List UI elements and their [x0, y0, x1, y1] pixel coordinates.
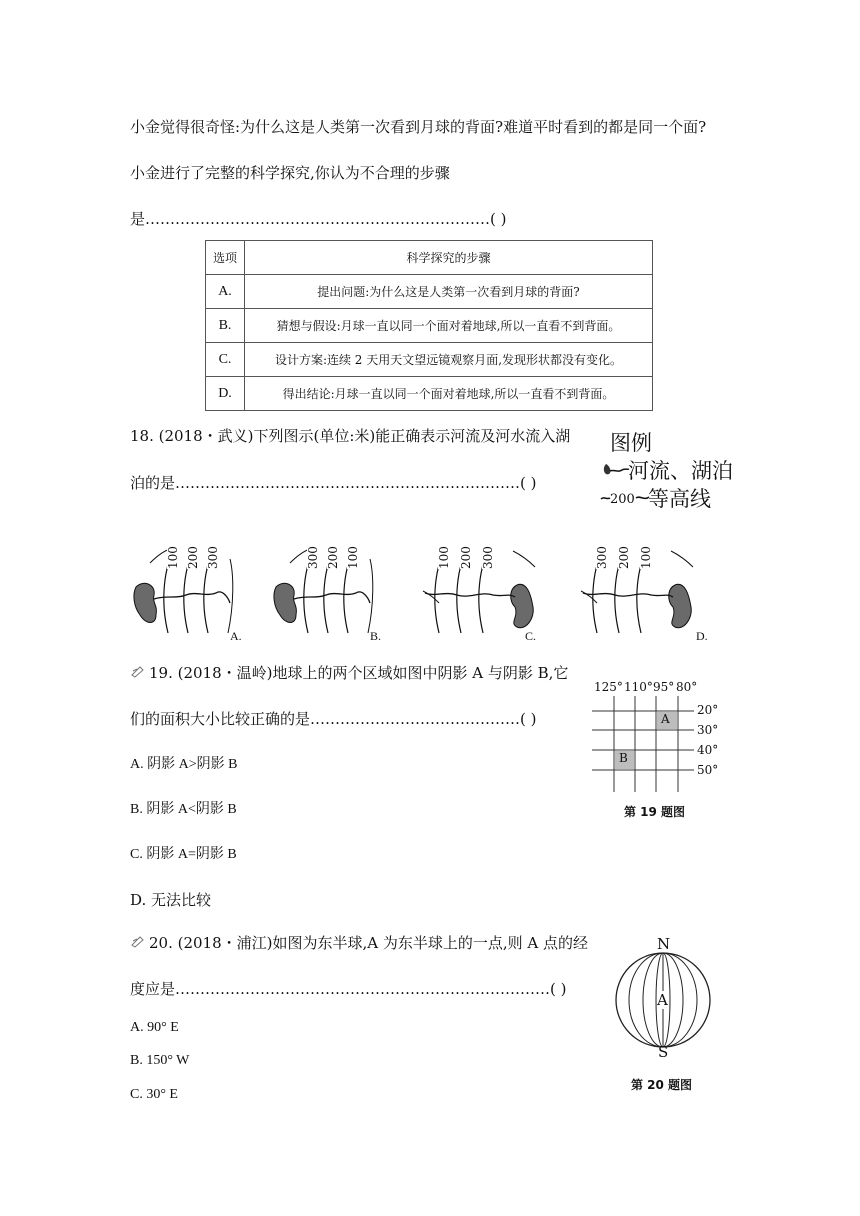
- latitude-label: 30°: [697, 723, 719, 737]
- contour-line: [671, 551, 693, 567]
- legend-title: 图例: [610, 431, 652, 455]
- q18-option-label: B.: [370, 629, 382, 643]
- contour-label: 300: [595, 546, 609, 569]
- q18-option-label: C.: [525, 629, 537, 643]
- q19-figure-caption: 第 19 题图: [624, 805, 686, 819]
- table-row: [206, 275, 653, 309]
- table-row: [206, 343, 653, 377]
- table-cell-option: A.: [206, 275, 245, 309]
- q20-option-a: A. 90° E: [130, 1020, 179, 1035]
- lake-shape: [669, 584, 692, 627]
- table-cell-step: 提出问题:为什么这是人类第一次看到月球的背面?: [245, 275, 653, 309]
- shade-a-label: A: [661, 712, 670, 726]
- longitude-label: 110°: [624, 680, 653, 694]
- q19-option-a: A. 阴影 A>阴影 B: [130, 757, 238, 772]
- pencil-icon: [131, 935, 145, 947]
- longitude-label: 80°: [676, 680, 698, 694]
- q19-line-1: 19. (2018・温岭)地球上的两个区域如图中阴影 A 与阴影 B,它: [149, 664, 569, 682]
- table-cell-option: C.: [206, 343, 245, 377]
- legend-contour-sample: 200: [610, 492, 635, 507]
- river-lake-icon: [600, 460, 630, 482]
- q18-option-diagram: [583, 545, 711, 645]
- contour-line: [513, 551, 535, 567]
- intro-line-3: 是……………………………………………………………( ): [130, 210, 507, 228]
- contour-label: 300: [306, 546, 320, 569]
- river-line: [294, 592, 370, 603]
- point-a-label: A: [657, 991, 668, 1009]
- lake-shape: [134, 583, 156, 622]
- contour-label: 300: [206, 546, 220, 569]
- legend-river-lake: 河流、湖泊: [628, 459, 733, 483]
- intro-line-1: 小金觉得很奇怪:为什么这是人类第一次看到月球的背面?难道平时看到的都是同一个面?: [130, 118, 707, 136]
- contour-label: 100: [437, 546, 451, 569]
- lake-shape: [511, 584, 534, 627]
- table-cell-option: D.: [206, 377, 245, 411]
- table-header-option: 选项: [206, 241, 245, 275]
- table-header-steps: 科学探究的步骤: [245, 241, 653, 275]
- q18-line-1: 18. (2018・武义)下列图示(单位:米)能正确表示河流及河水流入湖: [130, 427, 571, 445]
- q18-option-label: A.: [230, 629, 242, 643]
- contour-label: 300: [481, 546, 495, 569]
- contour-label: 200: [186, 546, 200, 569]
- longitude-label: 95°: [653, 680, 675, 694]
- q18-option-label: D.: [696, 629, 708, 643]
- q20-line-2: 度应是…………………………………………………………………( ): [130, 980, 567, 998]
- lake-shape: [274, 583, 296, 622]
- table-cell-step: 猜想与假设:月球一直以同一个面对着地球,所以一直看不到背面。: [245, 309, 653, 343]
- latitude-label: 40°: [697, 743, 719, 757]
- steps-table: [205, 240, 653, 411]
- table-row: [206, 377, 653, 411]
- q20-option-b: B. 150° W: [130, 1053, 190, 1068]
- river-line: [154, 592, 230, 603]
- q18-option-diagram: [130, 545, 258, 645]
- lat-long-grid: [592, 696, 712, 796]
- q18-line-2: 泊的是……………………………………………………………( ): [130, 474, 537, 492]
- q19-option-b: B. 阴影 A<阴影 B: [130, 802, 237, 817]
- q18-legend: [600, 430, 770, 520]
- intro-line-2: 小金进行了完整的科学探究,你认为不合理的步骤: [130, 164, 450, 182]
- table-cell-option: B.: [206, 309, 245, 343]
- contour-label: 100: [639, 546, 653, 569]
- river-line: [425, 593, 515, 597]
- contour-label: 200: [617, 546, 631, 569]
- q19-option-d: D. 无法比较: [130, 891, 212, 909]
- contour-label: 100: [346, 546, 360, 569]
- latitude-label: 50°: [697, 763, 719, 777]
- south-label: S: [658, 1043, 669, 1061]
- contour-label: 200: [459, 546, 473, 569]
- q19-figure: [592, 678, 732, 823]
- river-line: [583, 593, 673, 597]
- q18-option-diagram: [425, 545, 553, 645]
- table-cell-step: 得出结论:月球一直以同一个面对着地球,所以一直看不到背面。: [245, 377, 653, 411]
- shade-b-label: B: [619, 751, 628, 765]
- q19-option-c: C. 阴影 A=阴影 B: [130, 847, 237, 862]
- table-header-row: [206, 241, 653, 275]
- contour-label: 100: [166, 546, 180, 569]
- q18-option-diagram: [270, 545, 398, 645]
- q20-figure: [605, 935, 715, 1095]
- contour-line: [368, 559, 373, 633]
- latitude-label: 20°: [697, 703, 719, 717]
- q20-option-c: C. 30° E: [130, 1087, 178, 1102]
- table-row: [206, 309, 653, 343]
- table-cell-step: 设计方案:连续 2 天用天文望远镜观察月面,发现形状都没有变化。: [245, 343, 653, 377]
- pencil-icon: [131, 665, 145, 677]
- contour-label: 200: [326, 546, 340, 569]
- q19-line-2: 们的面积大小比较正确的是……………………………………( ): [130, 710, 537, 728]
- legend-contour-label: 等高线: [648, 487, 711, 511]
- q20-line-1: 20. (2018・浦江)如图为东半球,A 为东半球上的一点,则 A 点的经: [149, 934, 589, 952]
- longitude-label: 125°: [594, 680, 623, 694]
- contour-line: [228, 559, 233, 633]
- north-label: N: [657, 935, 671, 953]
- q20-figure-caption: 第 20 题图: [631, 1078, 693, 1092]
